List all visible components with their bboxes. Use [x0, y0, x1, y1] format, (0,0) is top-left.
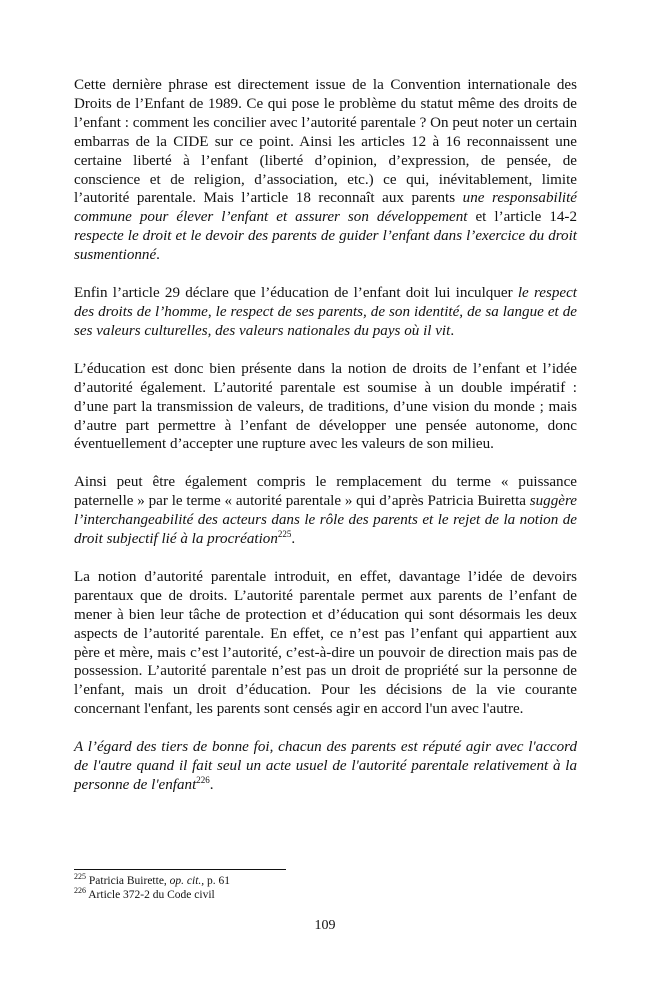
text-run: . [156, 247, 160, 264]
footnote-ref-225[interactable]: 225 [277, 529, 292, 539]
text-run: , [207, 303, 216, 320]
italic-text-run: suggère l’interchangeabilité des acteurs dans le rôle des parents et le rejet de la notion de droit subjectif lié à la procréation [74, 493, 577, 548]
footnote-text: Article 372-2 du Code civil [86, 889, 215, 901]
footnotes [74, 869, 577, 902]
footnote-ref-226[interactable]: 226 [196, 774, 210, 785]
paragraph-3 [74, 360, 577, 455]
text-run: . [291, 531, 296, 548]
text-run: Enfin l’article 29 déclare que l’éducation de l’enfant doit lui inculquer [74, 285, 518, 302]
footnote-number: 226 [74, 886, 86, 896]
text-run: et l’article 14-2 [467, 209, 577, 226]
italic-text-run: respecte le droit et le devoir des parents de guider l’enfant dans l’exercice du droit susmentionné [74, 228, 577, 264]
text-run: Ainsi peut être également compris le remplacement du terme « puissance paternelle » par le terme « autorité parentale » qui d’après Patricia Buiretta [74, 474, 577, 510]
paragraph-6 [74, 738, 577, 795]
text-run: L’éducation est donc bien présente dans la notion de droits de l’enfant et l’idée d’autorité également. L’autorité parentale est soumise à un double impératif : d’une part la transmission de valeurs, de traditions, d’une vision du monde ; mais d’autre part permettre à l’enfant de développer une pensée autonome, donc éventuellement d’accepter une rupture avec les valeurs de son milieu. [74, 360, 577, 453]
page-number: 109 [314, 918, 336, 933]
italic-text-run: le respect de ses parents, de son identité, de sa langue et de ses valeurs culturelles, des valeurs nationales du pays où il vit [74, 303, 577, 339]
italic-text-run: A l’égard des tiers de bonne foi, chacun des parents est réputé agir avec l'accord de l'autre quand il fait seul un acte usuel de l'autorité parentale relativement à la personne de l'enfant [74, 739, 577, 793]
footnote-225 [74, 874, 577, 888]
footnote-text: p. 61 [204, 875, 231, 887]
footnote-number: 225 [74, 872, 86, 882]
text-run: Cette dernière phrase est directement issue de la Convention internationale des Droits de l’Enfant de 1989. Ce qui pose le problème du statut même des droits de l’enfant : comment les concilier avec l’autorité parentale ? On peut noter un certain embarras de la CIDE sur ce point. Ainsi les articles 12 à 16 reconnaissent une certaine liberté à l’enfant (liberté d’opinion, d’expression, de pensée, de conscience et de religion, d’association, etc.) ce qui, inévitablement, limite l’autorité parentale. Mais l’article 18 reconnaît aux parents [74, 77, 577, 207]
text-run: . [209, 777, 214, 793]
italic-text-run: le respect des droits de l’homme [74, 285, 577, 320]
footnote-text: Patricia Buirette, [86, 875, 170, 887]
footnote-separator [74, 869, 286, 870]
footnote-italic-text: op. cit., [169, 875, 205, 887]
paragraph-2 [74, 284, 577, 341]
paragraph-1 [74, 76, 577, 265]
text-run: . [450, 322, 455, 339]
page-body [74, 76, 577, 814]
paragraph-4 [74, 473, 577, 549]
footnote-226 [74, 888, 577, 902]
text-run: La notion d’autorité parentale introduit, en effet, davantage l’idée de devoirs parentaux que de droits. L’autorité parentale permet aux parents de l’enfant de mener à bien leur tâche de protection et d’éducation qui sont désormais les deux aspects de l’autorité parentale. En effet, ce n’est pas l’enfant qui appartient aux père et mère, mais c’est l’autorité, c’est-à-dire un pouvoir de direction mais pas de possession. L’autorité parentale n’est pas un droit de propriété sur la personne de l’enfant, mais un droit d’éducation. Pour les décisions de la vie courante concernant l'enfant, les parents sont censés agir en accord l'un avec l'autre. [74, 568, 577, 718]
italic-text-run: une responsabilité commune pour élever l’enfant et assurer son développement [74, 190, 577, 226]
paragraph-5 [74, 568, 577, 719]
